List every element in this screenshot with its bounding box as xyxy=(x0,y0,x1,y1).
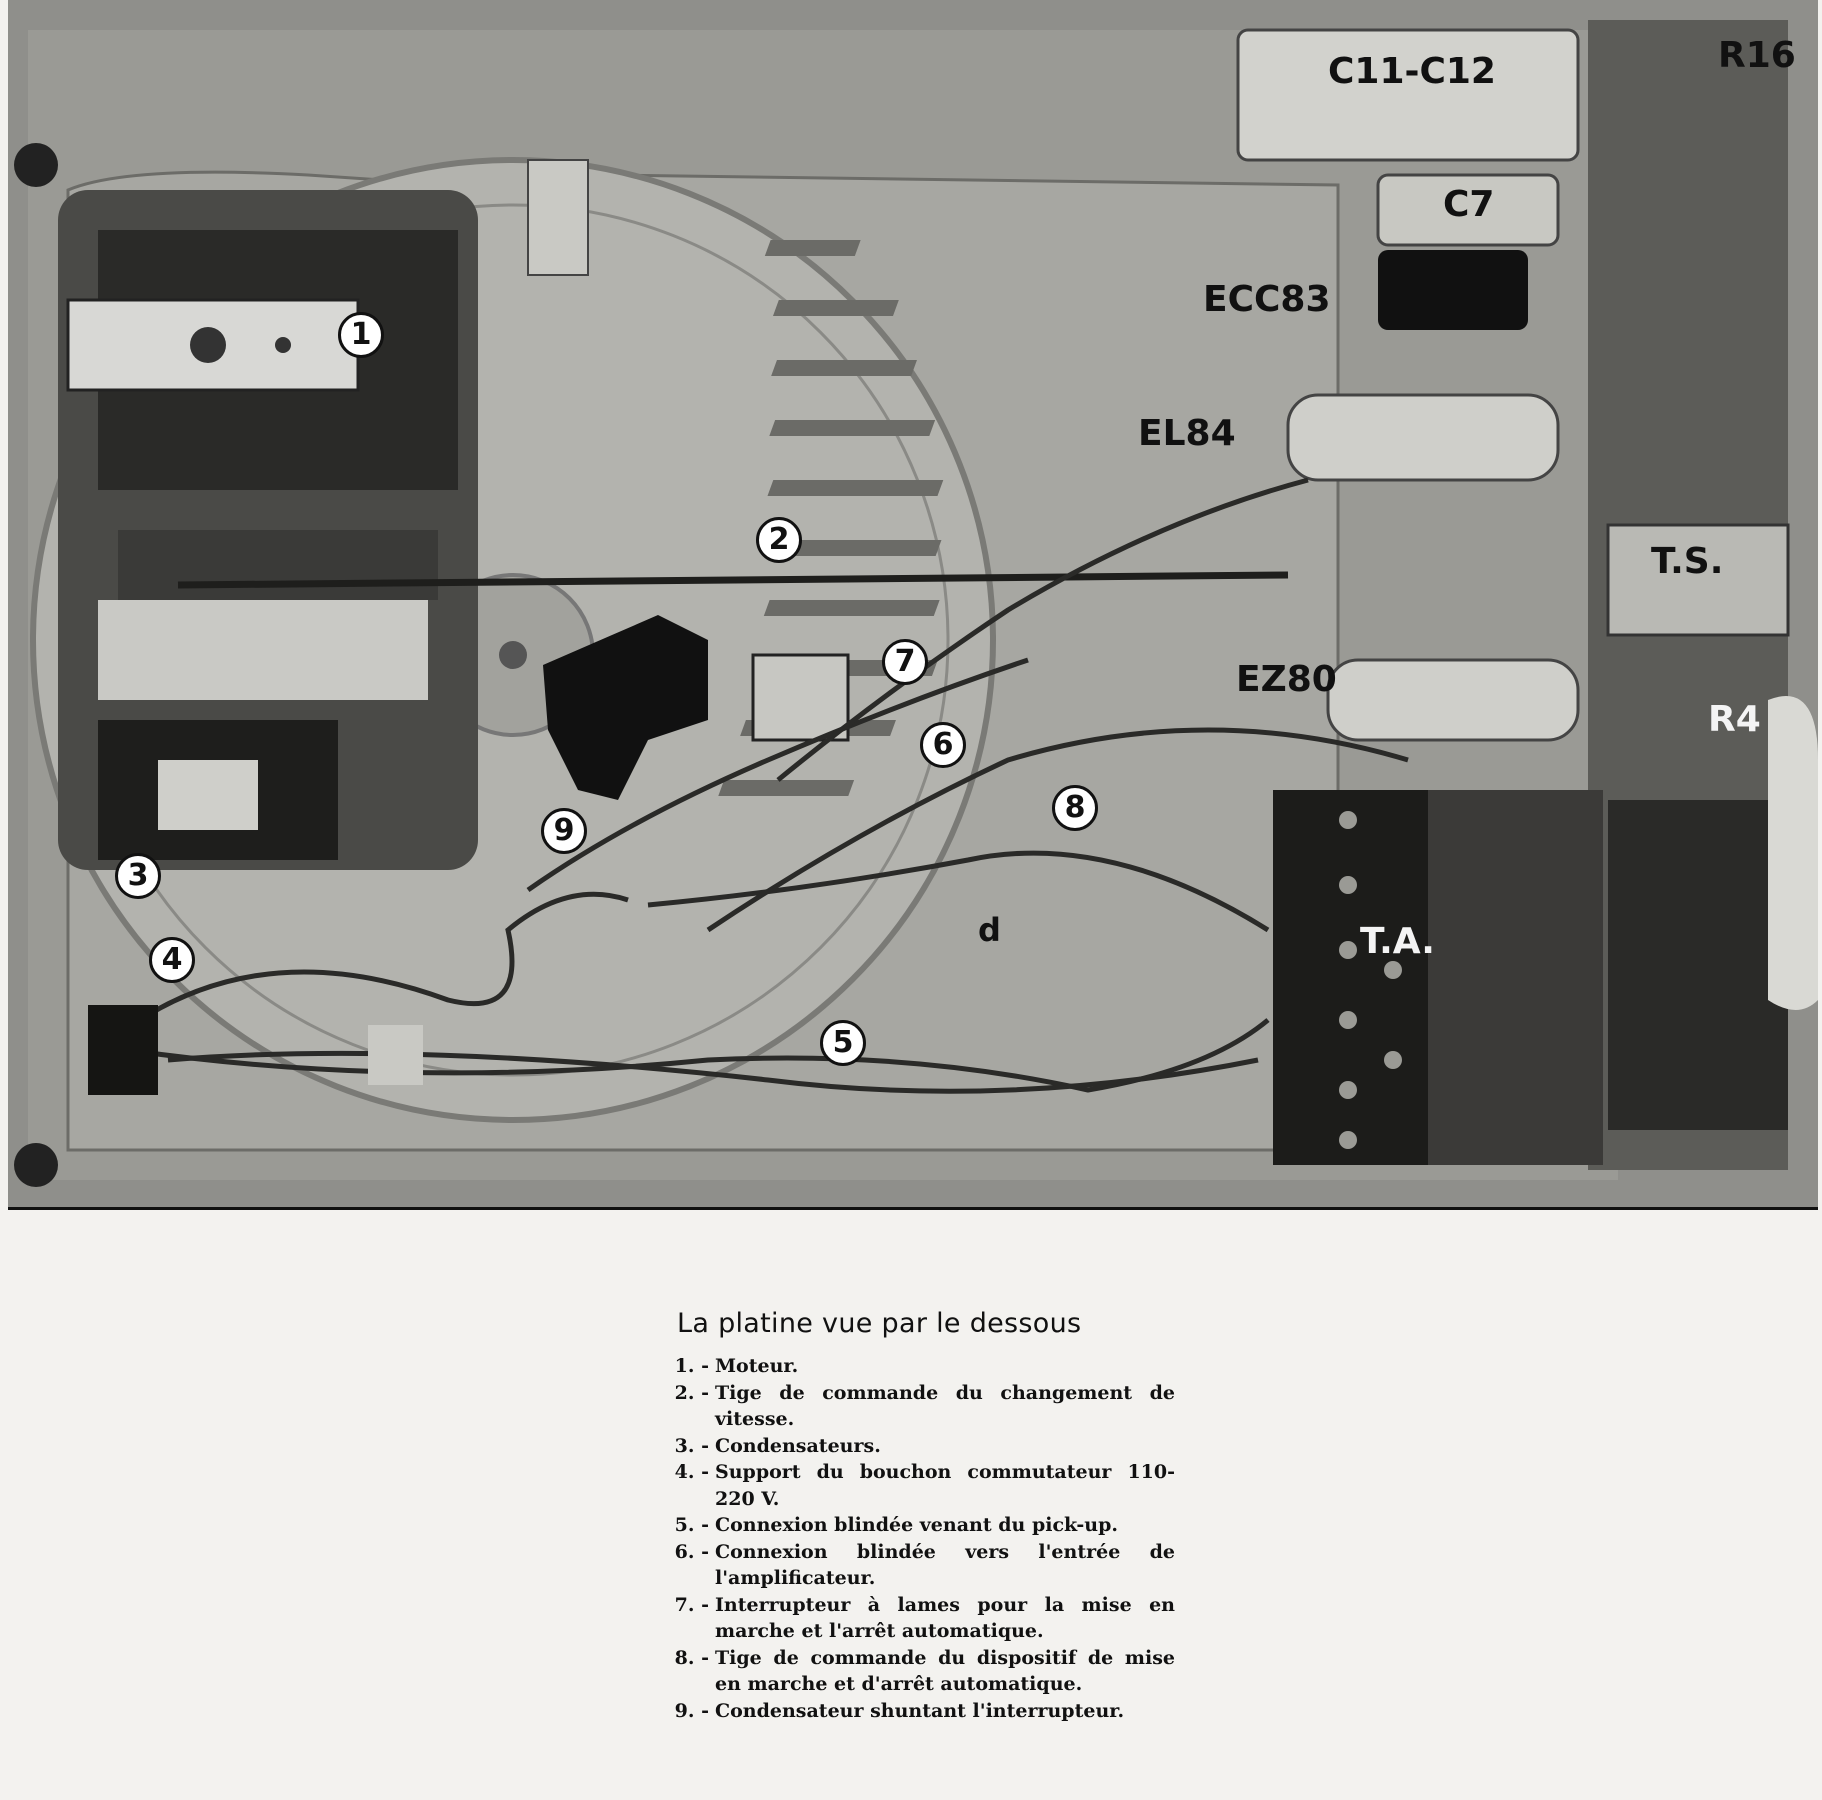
callout-6: 6 xyxy=(920,722,966,768)
label-c7: C7 xyxy=(1443,184,1495,225)
label-d: d xyxy=(978,911,1001,949)
legend-text: Tige de commande du dispositif de mise en marche et d'arrêt automatique. xyxy=(715,1646,1175,1695)
chassis-photo xyxy=(8,0,1818,1210)
callout-4: 4 xyxy=(149,937,195,983)
chassis-illustration xyxy=(8,0,1818,1207)
legend-item xyxy=(655,1353,1175,1380)
legend-number: 2. - xyxy=(674,1381,709,1404)
label-r16: R16 xyxy=(1718,35,1796,76)
legend-number: 6. - xyxy=(674,1540,709,1563)
legend-number: 1. - xyxy=(674,1355,709,1377)
label-ts: T.S. xyxy=(1651,541,1724,582)
legend-list xyxy=(655,1353,1175,1724)
legend-item xyxy=(655,1645,1175,1698)
legend-text: Condensateurs. xyxy=(715,1434,881,1457)
label-r4: R4 xyxy=(1708,699,1761,740)
callout-3: 3 xyxy=(115,853,161,899)
legend-number: 8. - xyxy=(674,1646,709,1669)
legend-caption xyxy=(655,1307,1175,1724)
callout-9: 9 xyxy=(541,808,587,854)
legend-item xyxy=(655,1459,1175,1512)
callout-8: 8 xyxy=(1052,785,1098,831)
legend-item xyxy=(655,1698,1175,1725)
legend-text: Interrupteur à lames pour la mise en marche et l'arrêt automatique. xyxy=(715,1593,1175,1642)
callout-1: 1 xyxy=(338,312,384,358)
legend-text: Condensateur shuntant l'interrupteur. xyxy=(715,1699,1125,1722)
legend-text: Connexion blindée vers l'entrée de l'amplificateur. xyxy=(715,1540,1175,1589)
label-ta: T.A. xyxy=(1360,921,1435,962)
label-c11-c12: C11-C12 xyxy=(1328,51,1496,92)
legend-number: 5. - xyxy=(674,1514,709,1536)
legend-text: Connexion blindée venant du pick-up. xyxy=(715,1514,1119,1536)
legend-item xyxy=(655,1433,1175,1460)
label-ez80: EZ80 xyxy=(1236,659,1337,700)
callout-7: 7 xyxy=(882,639,928,685)
legend-item xyxy=(655,1512,1175,1539)
legend-item xyxy=(655,1380,1175,1433)
legend-number: 3. - xyxy=(674,1434,709,1457)
label-el84: EL84 xyxy=(1138,413,1236,454)
caption-title: La platine vue par le dessous xyxy=(677,1308,1082,1339)
legend-text: Support du bouchon commutateur 110-220 V. xyxy=(715,1461,1175,1510)
legend-number: 7. - xyxy=(674,1593,709,1616)
callout-5: 5 xyxy=(820,1020,866,1066)
label-ecc83: ECC83 xyxy=(1203,279,1331,320)
legend-item xyxy=(655,1592,1175,1645)
legend-text: Tige de commande du changement de vitesse. xyxy=(715,1381,1175,1430)
legend-text: Moteur. xyxy=(715,1355,799,1377)
legend-number: 9. - xyxy=(674,1699,709,1722)
legend-item xyxy=(655,1539,1175,1592)
legend-number: 4. - xyxy=(674,1461,709,1483)
callout-2: 2 xyxy=(756,517,802,563)
